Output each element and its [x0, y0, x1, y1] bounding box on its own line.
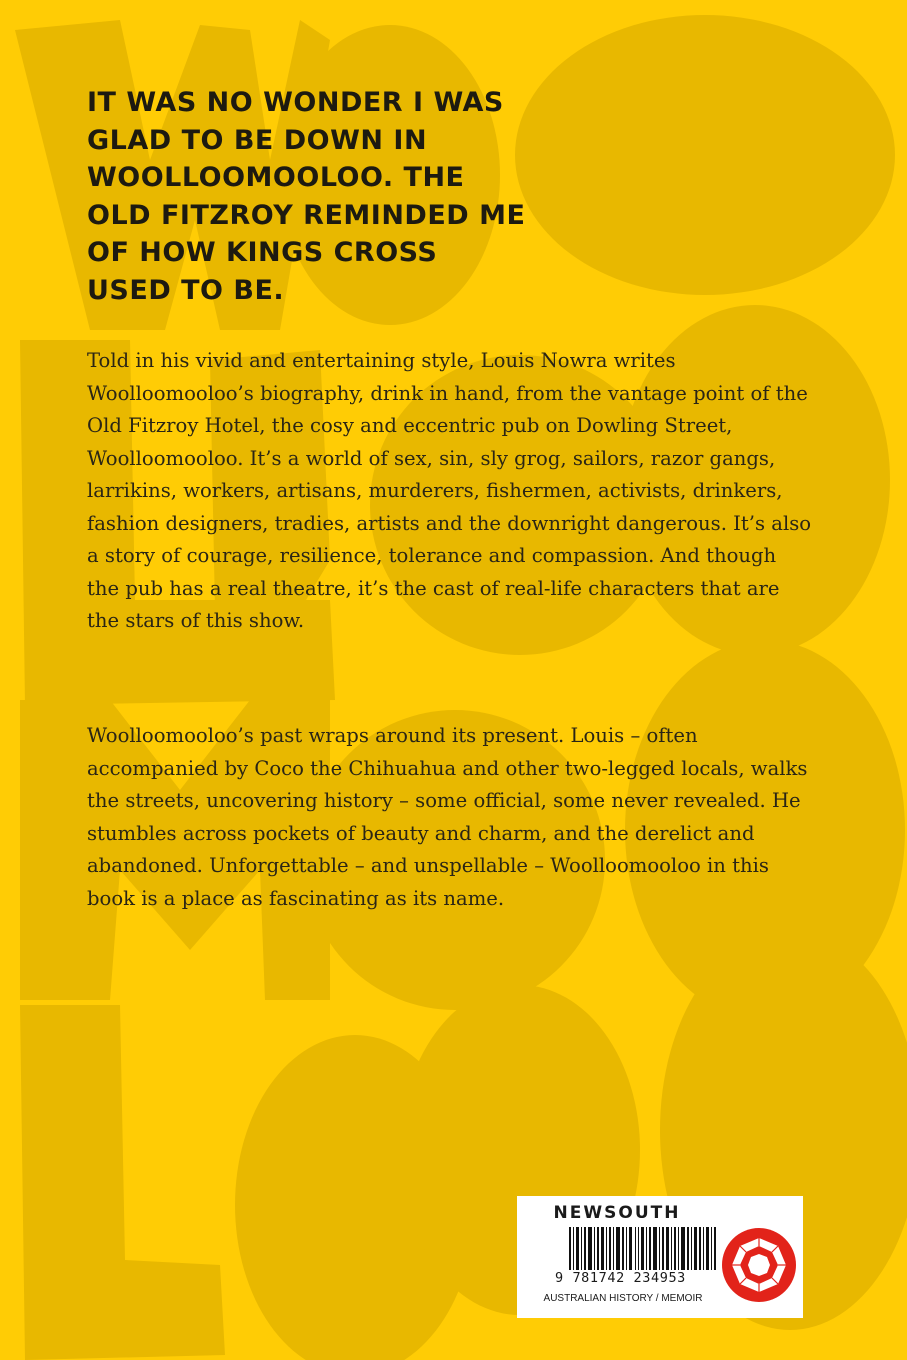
book-category: AUSTRALIAN HISTORY / MEMOIR [543, 1293, 703, 1304]
letter-o-shape [515, 15, 895, 295]
barcode-panel [517, 1196, 803, 1318]
letter-l-shape [20, 1005, 225, 1360]
description-paragraph: Woolloomooloo’s past wraps around its present. Louis – often accompanied by Coco the Chihuahua and other two-legged locals, walks the streets, uncovering history – some official, some never revealed. He stumbles across pockets of beauty and charm, and the derelict and abandoned. Unforgettable – and unspellable – Woolloomooloo in this book is a place as fascinating as its name. [87, 724, 808, 910]
faceted-gem-icon [720, 1226, 798, 1304]
description-paragraph: Told in his vivid and entertaining style, Louis Nowra writes Woolloomooloo’s biography, drink in hand, from the vantage point of the Old Fitzroy Hotel, the cosy and eccentric pub on Dowling Street, Woolloomooloo. It’s a world of sex, sin, sly grog, sailors, razor gangs, larrikins, workers, artisans, murderers, fishermen, activists, drinkers, fashion designers, tradies, artists and the downright dangerous. It’s also a story of courage, resilience, tolerance and compassion. And though the pub has a real theatre, it’s the cast of real-life characters that are the stars of this show. [87, 349, 812, 632]
publisher-name: NEWSOUTH [553, 1203, 681, 1223]
isbn-number: 9 781742 234953 [555, 1270, 725, 1286]
pull-quote: IT WAS NO WONDER I WAS GLAD TO BE DOWN IN WOOLLOOMOOLOO. THE OLD FITZROY REMINDED ME OF HOW KINGS CROSS USED TO BE. [87, 87, 526, 306]
